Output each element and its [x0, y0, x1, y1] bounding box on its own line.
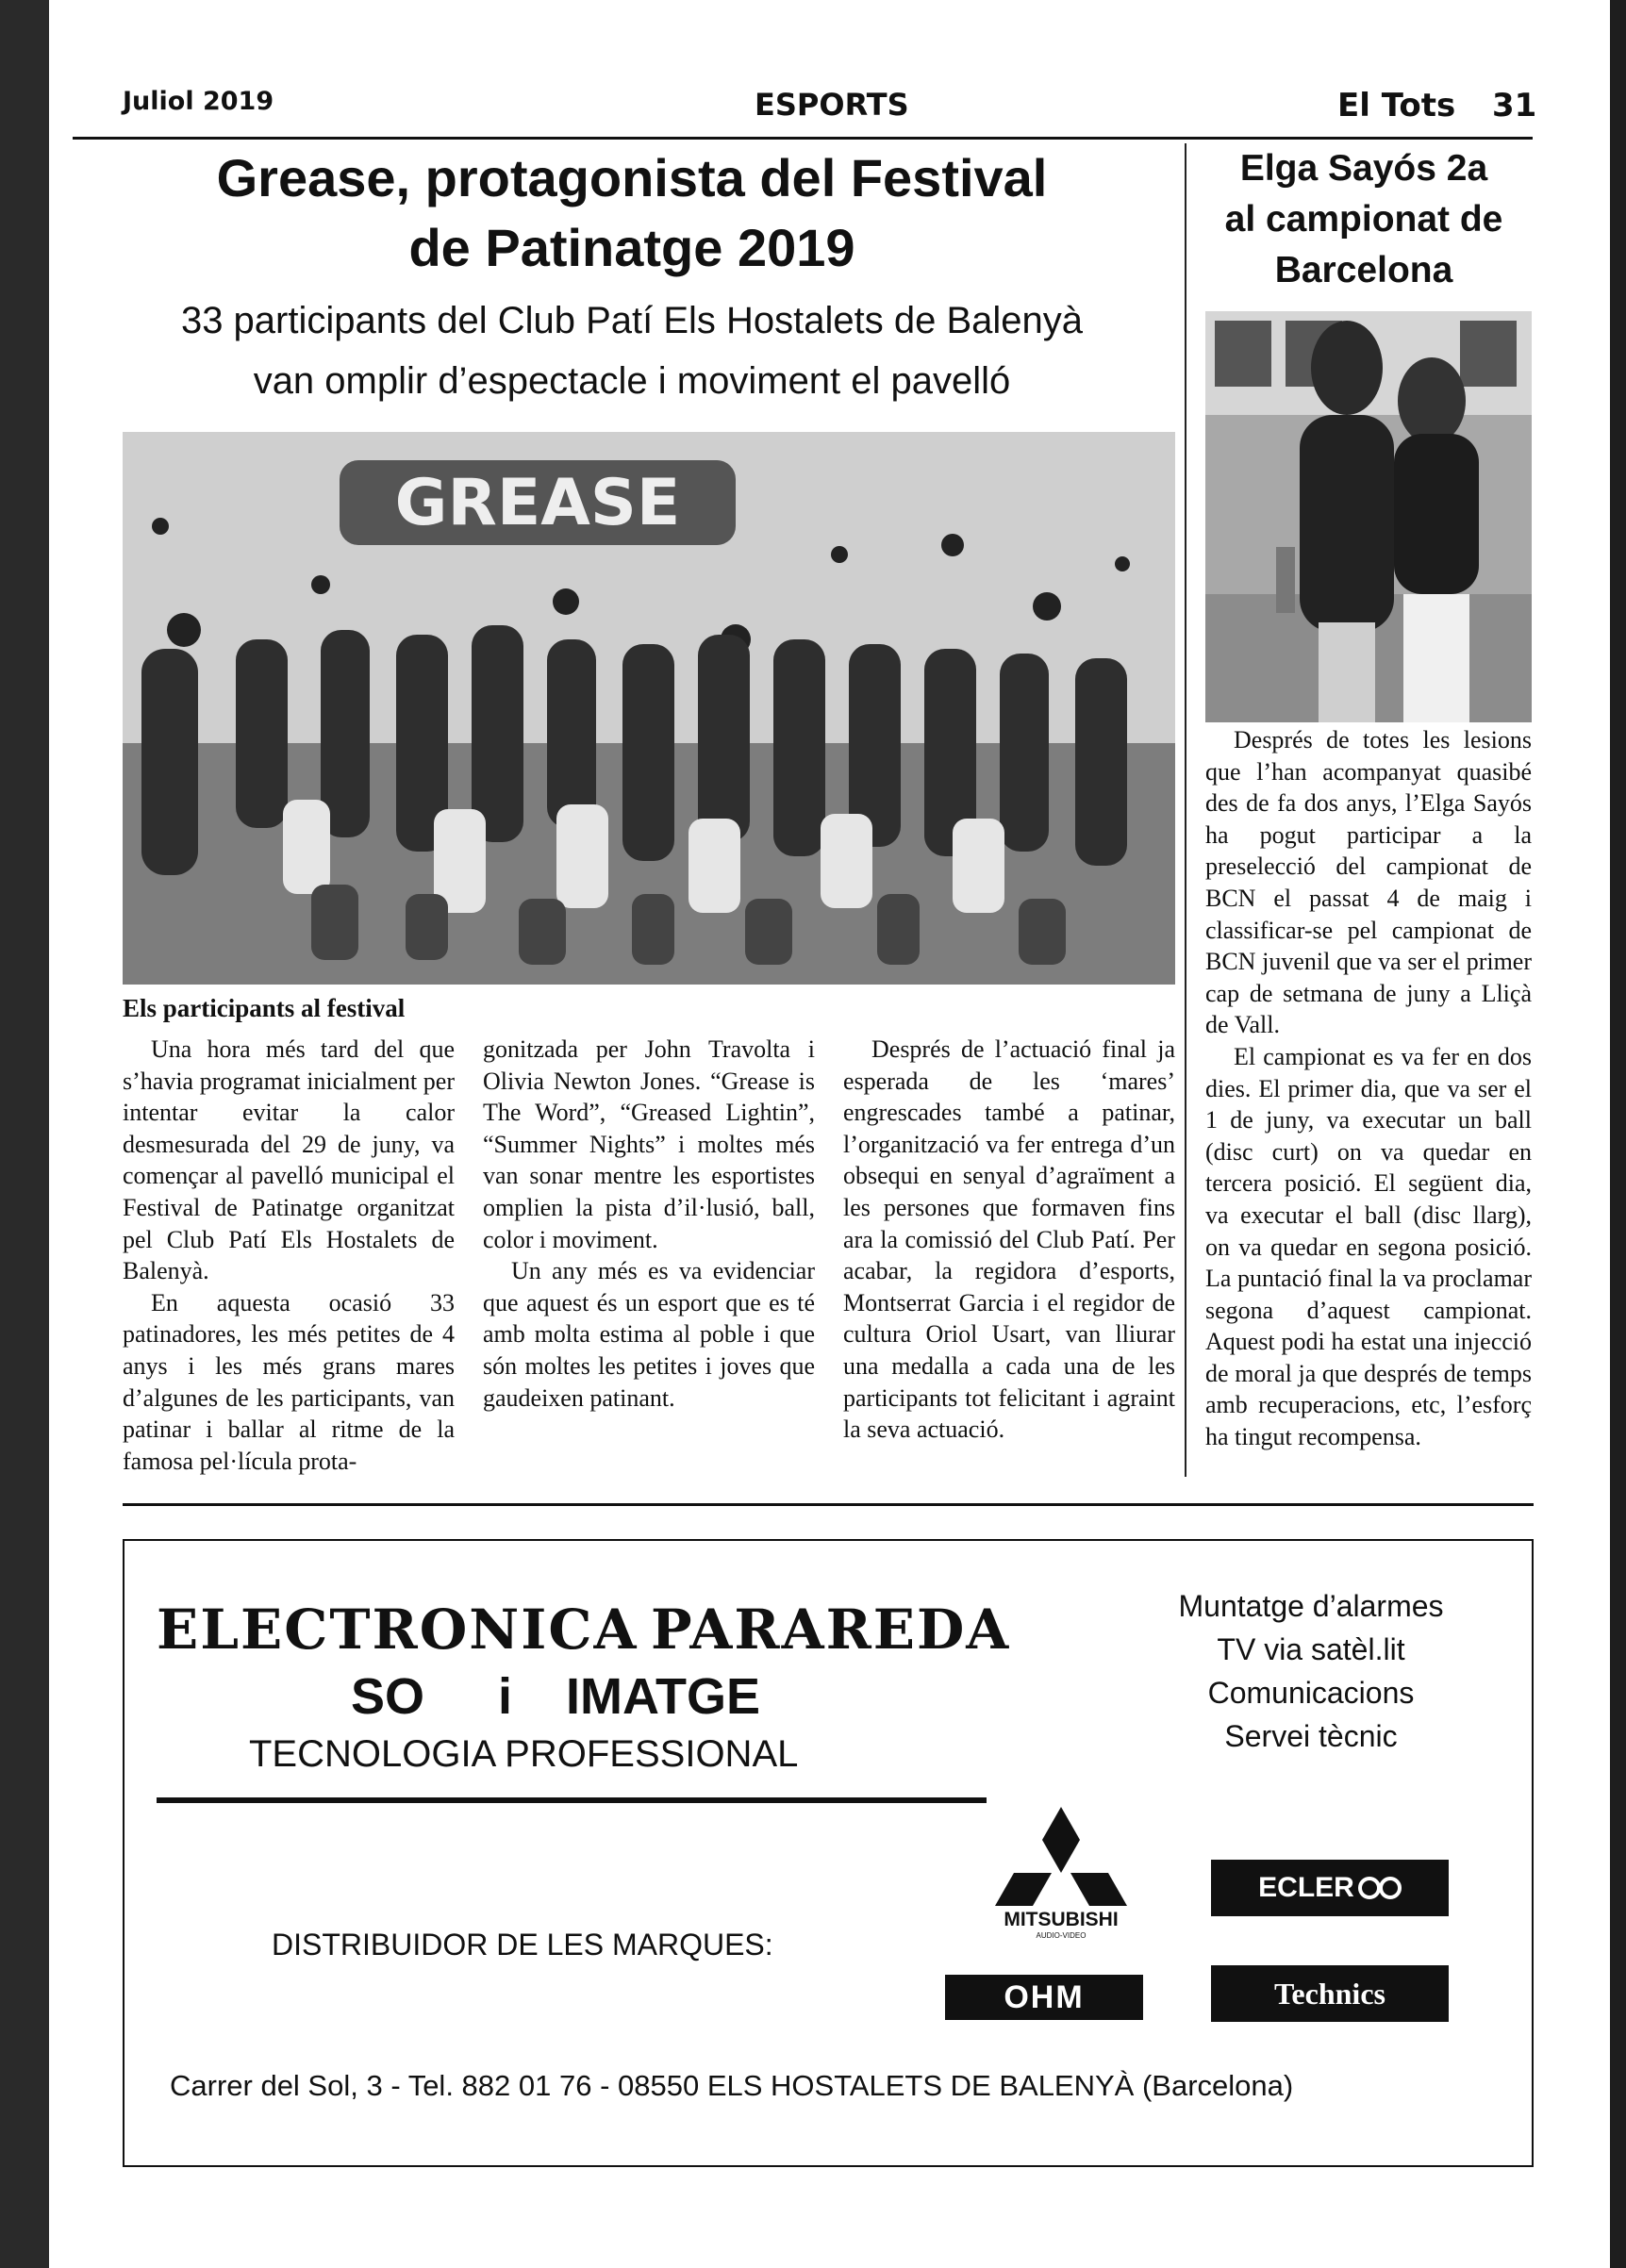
festival-group-photo [123, 432, 1175, 985]
advert-name-right: PARAREDA [651, 1598, 1011, 1662]
ohm-logo: OHM [945, 1975, 1143, 2020]
sidebar-paragraph-1: Després de totes les lesions que l’han acompanyat quasibé des de fa dos anys, l’Elga Sayós ha pogut participar a la preselecció del campionat de BCN el passat 4 de maig i classificar-se pel campionat de BCN juvenil que va ser el primer cap de setmana de juny a Lliçà de Vall. [1205, 726, 1532, 1039]
sidebar-headline-line-3: Barcelona [1274, 250, 1453, 290]
photo-caption: Els participants al festival [123, 994, 406, 1022]
header-publication: El Tots [1337, 87, 1456, 124]
mitsubishi-wordmark: MITSUBISHI [1004, 1909, 1119, 1930]
header-section: ESPORTS [755, 87, 909, 123]
header-date: Juliol 2019 [123, 87, 274, 116]
ecler-circles-icon [1358, 1876, 1402, 1900]
header-page-number: 31 [1492, 87, 1537, 124]
scan-right-edge [1610, 0, 1626, 2268]
festival-photo-art [123, 432, 1175, 985]
advert-line2-mid: i [498, 1668, 513, 1725]
advert-services [1132, 1584, 1490, 1758]
col3-paragraph-1: Després de l’actuació final ja esperada de les ‘mares’ engrescades també a patinar, l’organització va fer entrega d’un obsequi en senyal d’agraïment a les persones que formaven fins ara la comissió del Club Patí. Per acabar, la regidora d’esports, Montserrat Garcia i el regidor de cultura Oriol Usart, van lliurar una medalla a cada una de les participants tot felicitant i agraint la seva actuació. [843, 1035, 1175, 1444]
col2-paragraph-1: gonitzada per John Travolta i Olivia Newton Jones. “Grease is The Word”, “Greased Lightin”, “Summer Nights” i moltes més van sonar mentre les esportistes omplien la pista d’il·lusió, ball, color i moviment. [483, 1035, 815, 1253]
article-column-1 [123, 1034, 455, 1477]
article-subhead [123, 290, 1141, 411]
advert-line2-right: IMATGE [566, 1668, 760, 1725]
col1-paragraph-1: Una hora més tard del que s’havia programat inicialment per intentar evitar la calor desmesurada del 29 de juny, va començar al pavelló municipal el Festival de Patinatge organitzat pel Club Patí Els Hostalets de Balenyà. [123, 1035, 455, 1285]
headline-line-2: de Patinatge 2019 [408, 218, 855, 277]
sidebar-divider [1185, 143, 1186, 1477]
headline-line-1: Grease, protagonista del Festival [216, 148, 1048, 207]
advert-distributor-label: DISTRIBUIDOR DE LES MARQUES: [272, 1928, 773, 1962]
header-rule [73, 137, 1533, 140]
service-communications: Comunicacions [1207, 1676, 1415, 1710]
technics-logo: Technics [1211, 1965, 1449, 2022]
article-column-3 [843, 1034, 1175, 1446]
advert-underline [157, 1797, 987, 1803]
col2-paragraph-2: Un any més es va evidenciar que aquest és un esport que es té amb molta estima al poble i que són moltes les petites i joves que gaudeixen patinant. [483, 1257, 815, 1412]
sidebar-headline-line-2: al campionat de [1224, 199, 1503, 240]
scan-left-edge [0, 0, 49, 2268]
article-headline [123, 143, 1141, 283]
ecler-logo [1211, 1860, 1449, 1916]
sidebar-body [1205, 724, 1532, 1453]
elga-photo-art [1205, 311, 1532, 722]
mitsubishi-diamonds-icon [981, 1807, 1141, 1911]
advert-name-left: ELECTRONICA [157, 1598, 639, 1662]
advert-top-rule [123, 1503, 1534, 1506]
article-column-2 [483, 1034, 815, 1414]
service-technical: Servei tècnic [1224, 1719, 1398, 1753]
advert-line2-left: SO [351, 1668, 425, 1725]
ecler-wordmark: ECLER [1258, 1872, 1354, 1903]
sidebar-headline-line-1: Elga Sayós 2a [1239, 148, 1488, 189]
sidebar-headline [1196, 143, 1532, 296]
grease-banner-text: GREASE [394, 466, 681, 540]
service-alarms: Muntatge d’alarmes [1178, 1589, 1444, 1623]
sidebar-paragraph-2: El campionat es va fer en dos dies. El primer dia, que va ser el 1 de juny, va executar un ball (disc curt) on va quedar en tercera posició. El següent dia, va executar el ball (disc llarg), on va quedar en segona posició. La puntació final la va proclamar segona d’aquest campionat. Aquest podi ha estat una injecció de moral ja que després de temps amb recuperacions, etc, l’esforç ha tingut recompensa. [1205, 1042, 1532, 1451]
mitsubishi-subtitle: AUDIO-VIDEO [1036, 1931, 1087, 1940]
subhead-line-1: 33 participants del Club Patí Els Hostalets de Balenyà [180, 300, 1084, 341]
subhead-line-2: van omplir d’espectacle i moviment el pavelló [253, 360, 1011, 402]
advert-address: Carrer del Sol, 3 - Tel. 882 01 76 - 08550 ELS HOSTALETS DE BALENYÀ (Barcelona) [170, 2069, 1294, 2102]
col1-paragraph-2: En aquesta ocasió 33 patinadores, les més petites de 4 anys i les més grans mares d’algunes de les participants, van patinar i ballar al ritme de la famosa pel·lícula prota- [123, 1288, 455, 1475]
mitsubishi-logo [981, 1807, 1141, 1939]
advert-tagline: TECNOLOGIA PROFESSIONAL [249, 1733, 799, 1775]
elga-sayos-photo [1205, 311, 1532, 722]
service-tv: TV via satèl.lit [1217, 1632, 1405, 1666]
